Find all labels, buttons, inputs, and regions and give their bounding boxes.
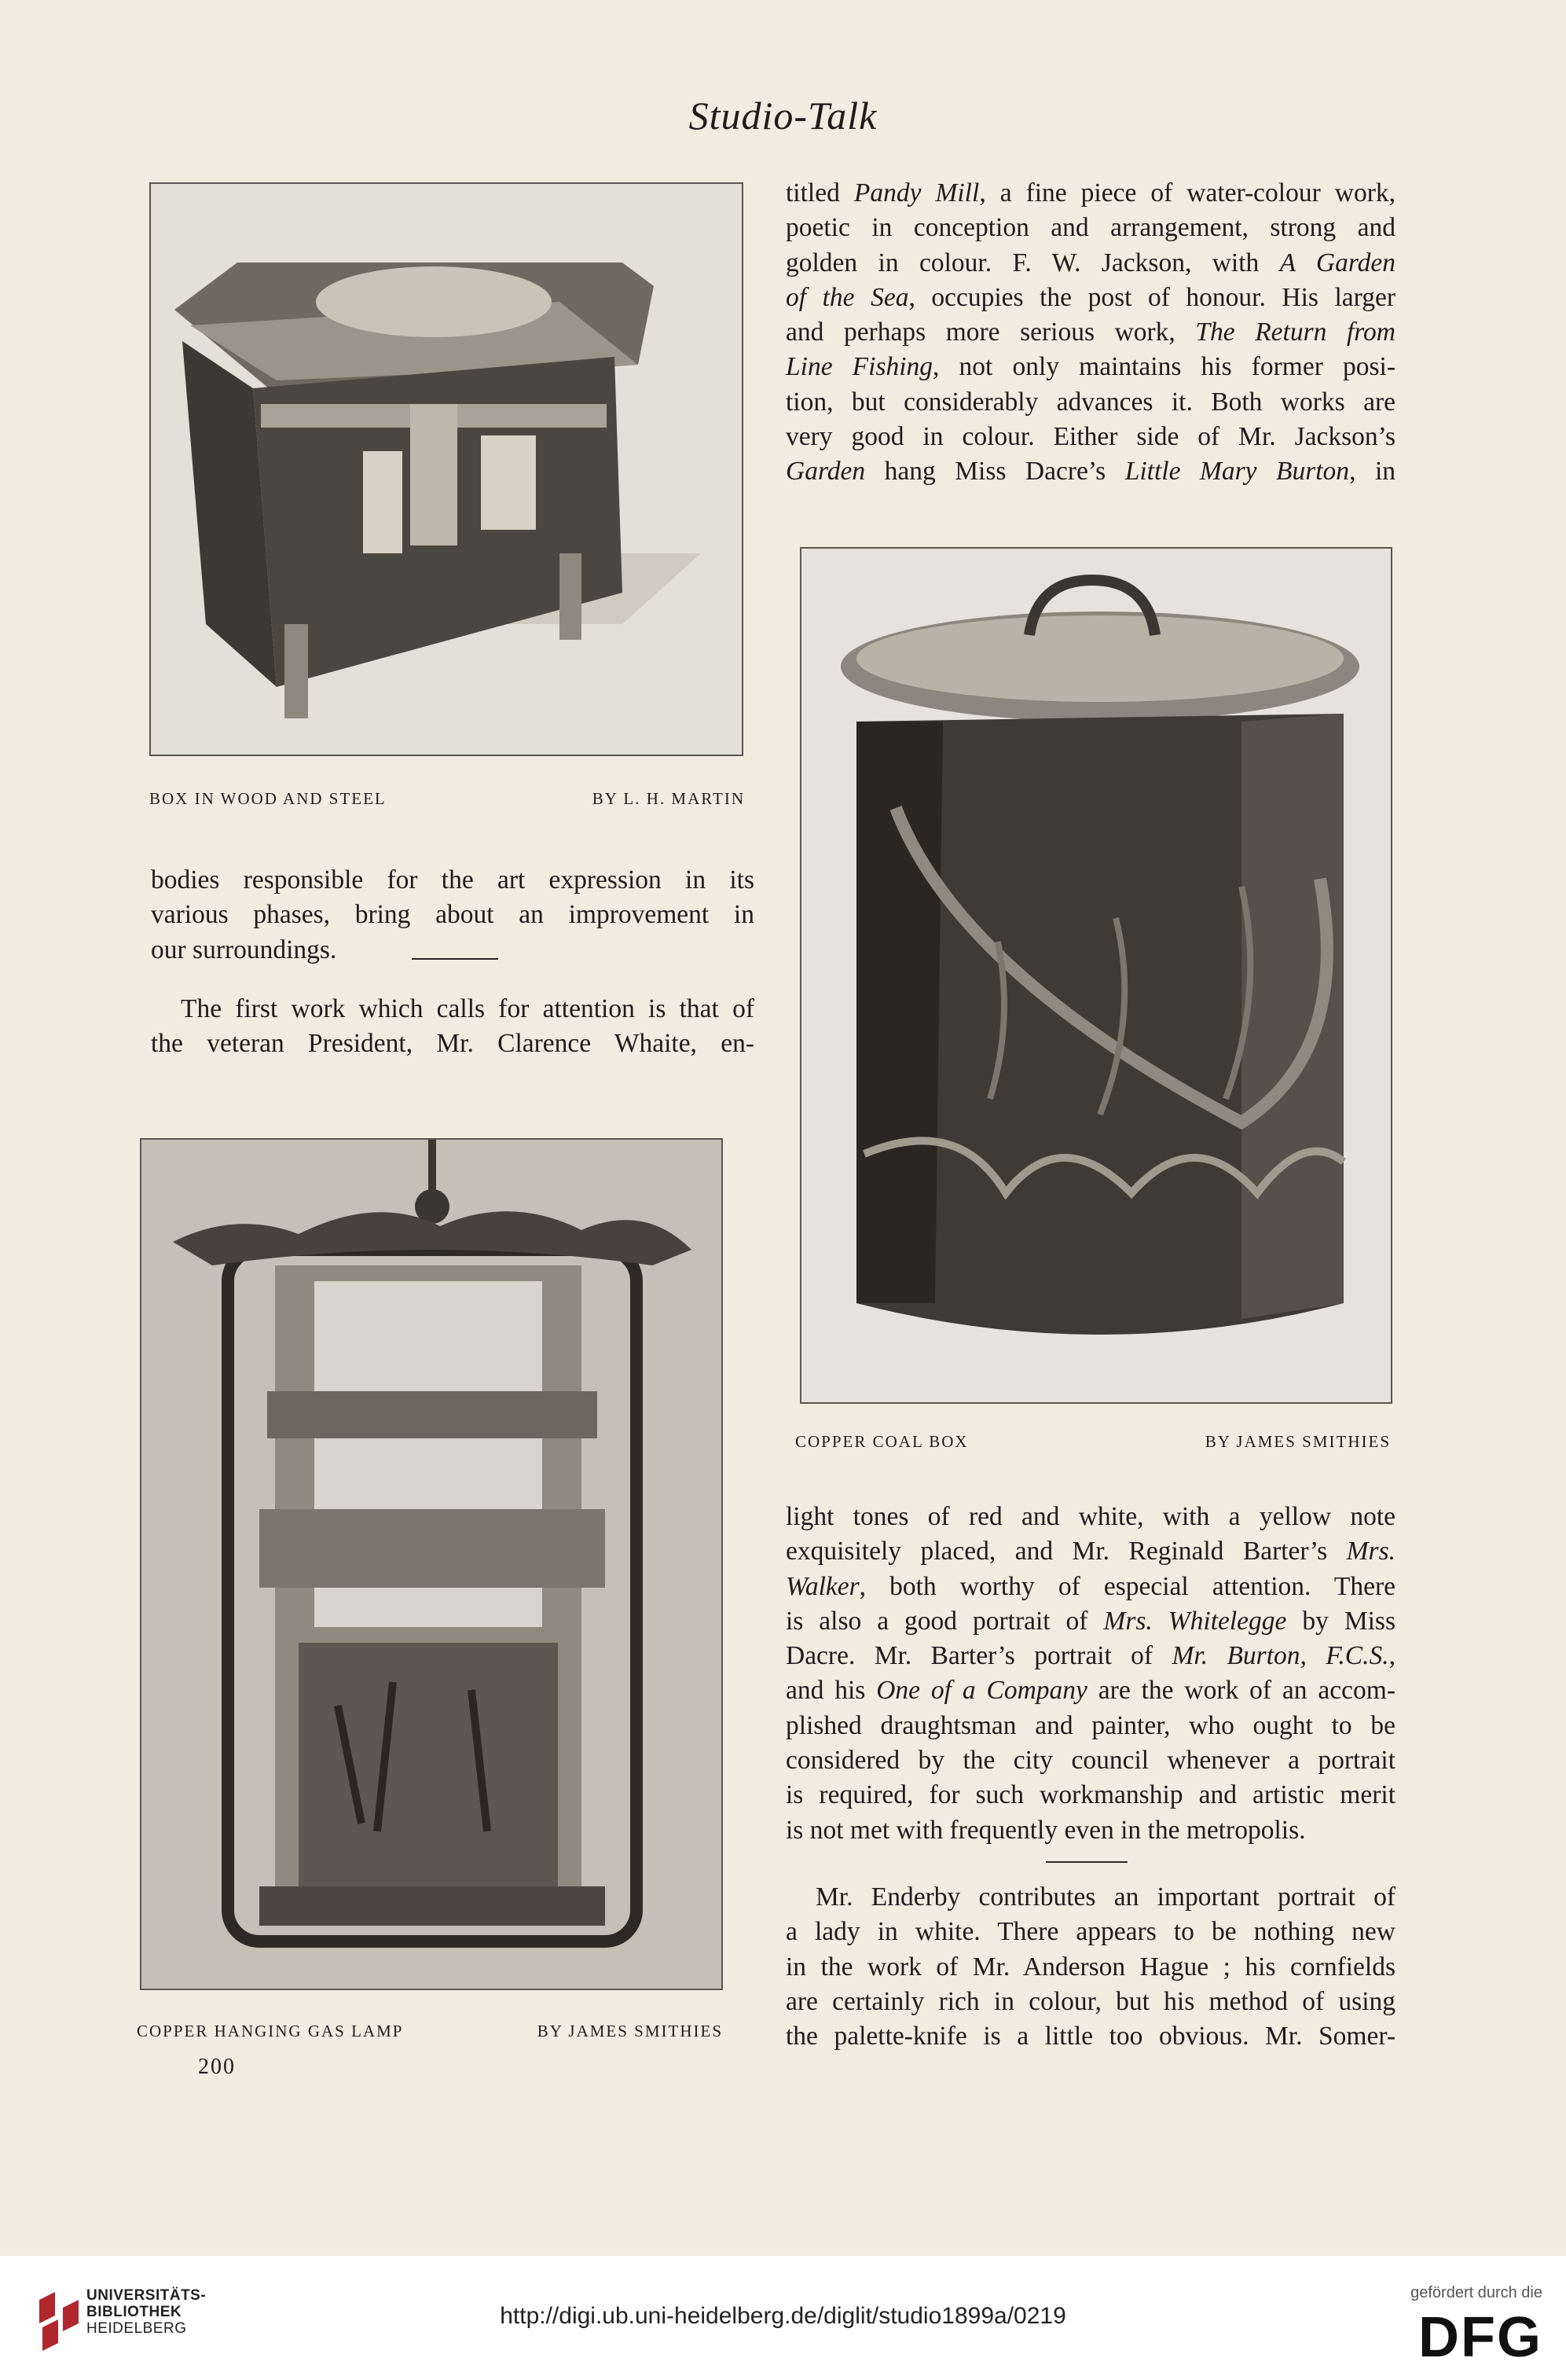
caption-title: COPPER HANGING GAS LAMP xyxy=(137,2022,404,2040)
text-run: Mr. Burton, F.C.S. xyxy=(1172,1641,1389,1671)
text-run: the veteran President, Mr. Clarence Whaite, en- xyxy=(151,1029,754,1059)
text-line xyxy=(786,1534,1395,1569)
text-run: Mrs. Whitelegge xyxy=(1103,1606,1287,1636)
text-run: poetic in conception and arrangement, strong and xyxy=(786,213,1395,243)
text-run: is not met with frequently even in the metropolis. xyxy=(786,1815,1306,1845)
text-line xyxy=(151,898,754,932)
photo-box-in-wood-and-steel xyxy=(149,182,743,756)
text-line xyxy=(786,1639,1395,1673)
text-line xyxy=(786,1985,1395,2019)
text-run: bodies responsible for the art expression in its xyxy=(151,865,754,894)
section-rule xyxy=(412,958,498,960)
text-run: , in xyxy=(1349,457,1395,487)
text-run: , xyxy=(1388,1641,1395,1671)
text-run: , occupies the post of honour. His larger xyxy=(908,282,1395,312)
caption-credit: BY JAMES SMITHIES xyxy=(1205,1432,1391,1451)
text-run: is also a good portrait of xyxy=(786,1606,1104,1636)
body-text-left-paragraph-2 xyxy=(151,992,754,1062)
text-line xyxy=(786,454,1395,489)
text-run: a lady in white. There appears to be nothing new xyxy=(786,1917,1395,1947)
caption-credit: BY JAMES SMITHIES xyxy=(537,2022,723,2040)
text-run: Line Fishing xyxy=(786,352,933,382)
text-line xyxy=(786,1743,1395,1778)
text-line xyxy=(151,1027,754,1061)
text-run: by Miss xyxy=(1286,1606,1395,1636)
text-line xyxy=(786,350,1395,384)
text-run: in the work of Mr. Anderson Hague ; his cornfields xyxy=(786,1952,1395,1981)
sponsor-caption: gefördert durch die xyxy=(1410,2284,1542,2301)
text-run: , not only maintains his former posi- xyxy=(933,352,1395,382)
figure-caption xyxy=(149,789,745,813)
figure-caption xyxy=(137,2022,723,2045)
photo-copper-hanging-gas-lamp xyxy=(140,1138,723,1990)
text-run: light tones of red and white, with a yellow note xyxy=(786,1502,1395,1531)
text-run: Garden xyxy=(786,457,866,487)
library-name-line-1: UNIVERSITÄTS- xyxy=(86,2287,207,2304)
text-line xyxy=(786,1915,1395,1949)
caption-credit: BY L. H. MARTIN xyxy=(592,789,745,808)
text-run: our surroundings. xyxy=(151,935,337,964)
library-name-line-3: HEIDELBERG xyxy=(86,2320,187,2337)
text-line xyxy=(786,281,1395,315)
digitization-footer xyxy=(0,2256,1566,2380)
body-text-left-paragraph-1 xyxy=(151,863,754,968)
text-line xyxy=(786,1813,1395,1848)
text-run: One of a Company xyxy=(876,1676,1087,1706)
text-run: various phases, bring about an improvement in xyxy=(151,900,754,930)
text-line xyxy=(786,385,1395,420)
text-run: and his xyxy=(786,1676,877,1706)
photo-copper-coal-box xyxy=(800,547,1392,1404)
text-run: Pandy Mill xyxy=(853,178,980,208)
caption-title: BOX IN WOOD AND STEEL xyxy=(149,789,387,808)
text-run: plished draughtsman and painter, who ought to be xyxy=(786,1710,1395,1740)
text-line xyxy=(786,1604,1395,1639)
text-line xyxy=(786,420,1395,454)
text-run: Walker xyxy=(786,1571,860,1601)
running-head: Studio-Talk xyxy=(688,94,878,138)
text-run: are the work of an accom- xyxy=(1087,1676,1395,1706)
body-text-right-top xyxy=(786,176,1395,490)
text-line xyxy=(786,176,1395,211)
permalink-url[interactable]: http://digi.ub.uni-heidelberg.de/diglit/studio1899a/0219 xyxy=(500,2303,1066,2329)
text-run: and perhaps more serious work, xyxy=(786,318,1196,347)
text-run: Dacre. Mr. Barter’s portrait of xyxy=(786,1641,1172,1671)
caption-title: COPPER COAL BOX xyxy=(795,1432,969,1451)
text-run: exquisitely placed, and Mr. Reginald Barter’s xyxy=(786,1537,1347,1566)
text-line xyxy=(786,246,1395,281)
text-line xyxy=(786,1500,1395,1534)
text-run: tion, but considerably advances it. Both works are xyxy=(786,387,1395,417)
text-run: are certainly rich in colour, but his method of using xyxy=(786,1986,1395,2016)
text-line xyxy=(786,1673,1395,1708)
text-line xyxy=(786,1570,1395,1604)
text-line xyxy=(151,933,754,968)
body-text-right-middle xyxy=(786,1500,1395,1848)
section-rule xyxy=(1046,1861,1128,1863)
text-run: of the Sea xyxy=(786,282,909,312)
text-run: the palette-knife is a little too obvious. Mr. Somer- xyxy=(786,2022,1395,2051)
figure-caption xyxy=(795,1432,1391,1456)
text-run: The Return from xyxy=(1195,318,1395,347)
page-number: 200 xyxy=(198,2055,236,2079)
text-run: Mrs. xyxy=(1346,1537,1395,1566)
body-text-right-bottom xyxy=(786,1880,1395,2054)
text-run: , a fine piece of water-colour work, xyxy=(979,178,1395,208)
text-run: Little Mary Burton xyxy=(1124,457,1350,487)
text-run: A Garden xyxy=(1279,248,1395,277)
text-run: golden in colour. F. W. Jackson, with xyxy=(786,248,1280,277)
text-line xyxy=(786,1778,1395,1813)
library-name-line-2: BIBLIOTHEK xyxy=(86,2304,182,2320)
text-line xyxy=(786,1709,1395,1743)
text-run: , both worthy of especial attention. There xyxy=(859,1571,1395,1601)
text-line xyxy=(151,992,754,1027)
text-line xyxy=(786,1880,1395,1915)
text-line xyxy=(151,863,754,898)
text-line xyxy=(786,2019,1395,2054)
text-run: hang Miss Dacre’s xyxy=(865,457,1125,487)
text-run: titled xyxy=(786,178,854,208)
dfg-logo: DFG xyxy=(1418,2306,1542,2369)
text-run: very good in colour. Either side of Mr. Jackson’s xyxy=(786,422,1395,452)
text-line xyxy=(786,1950,1395,1985)
text-run: The first work which calls for attention is that of xyxy=(181,994,754,1023)
text-run: considered by the city council whenever a portrait xyxy=(786,1746,1395,1776)
text-run: is required, for such workmanship and artistic merit xyxy=(786,1780,1395,1810)
text-run: Mr. Enderby contributes an important portrait of xyxy=(816,1882,1395,1912)
text-line xyxy=(786,211,1395,245)
text-line xyxy=(786,315,1395,350)
